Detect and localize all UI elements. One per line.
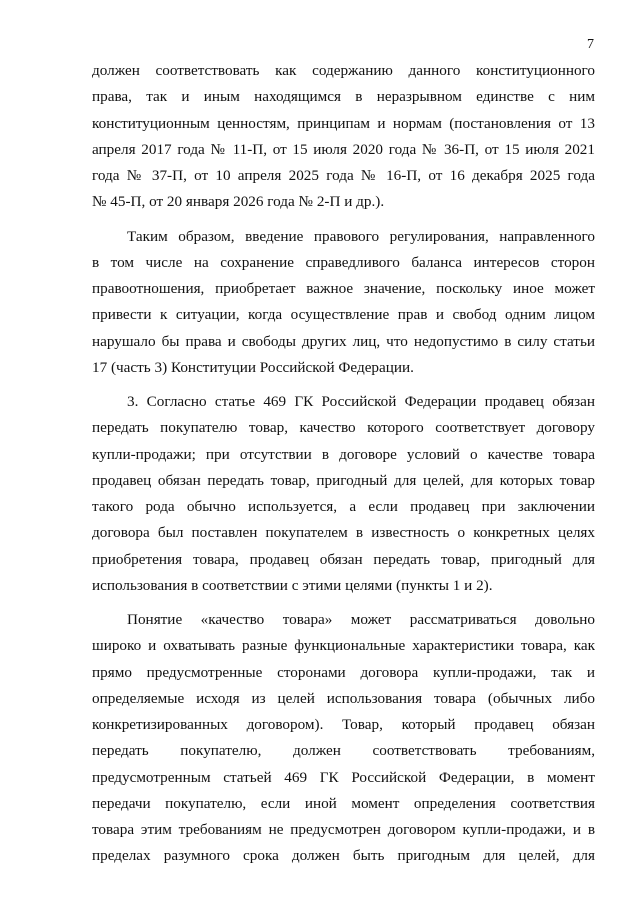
text-line: использования в соответствии с этими целями (пункты 1 и 2). (92, 576, 493, 594)
text-line: нарушало бы права и свободы других лиц, что недопустимо в силу статьи (92, 332, 595, 350)
text-line: пределах разумного срока должен быть пригодным для целей, для (92, 847, 595, 865)
text-line: апреля 2017 года № 11-П, от 15 июля 2020 года № 36-П, от 15 июля 2021 (92, 140, 595, 158)
text-line: продавец обязан передать товар, пригодный для целей, для которых товар (92, 471, 595, 489)
text-line: № 45-П, от 20 января 2026 года № 2-П и др.). (92, 193, 385, 211)
paragraph-legal-regulation (92, 224, 595, 382)
text-line: определяемые исходя из целей использования товара (обычных либо (92, 689, 595, 707)
text-line: права, так и иным находящимся в неразрывном единстве с ним (92, 88, 595, 106)
paragraph-article-469 (92, 389, 595, 599)
page-number: 7 (587, 37, 594, 52)
text-line: Понятие «качество товара» может рассматриваться довольно (127, 611, 595, 628)
text-line: передачи покупателю, если иной момент определения соответствия (92, 794, 595, 812)
text-line: привести к ситуации, когда осуществление прав и свобод одним лицом (92, 306, 595, 324)
text-line: договора был поставлен покупателем в известность о конкретных целях (92, 524, 595, 542)
text-line: передать покупателю товар, качество которого соответствует договору (92, 419, 595, 437)
text-line: прямо предусмотренные сторонами договора купли-продажи, так и (92, 663, 595, 681)
paragraph-goods-quality (92, 607, 595, 870)
text-line: 17 (часть 3) Конституции Российской Федерации. (92, 358, 414, 376)
document-body (92, 58, 595, 870)
text-line: 3. Согласно статье 469 ГК Российской Федерации продавец обязан (127, 393, 595, 410)
text-line: широко и охватывать разные функциональные характеристики товара, как (92, 637, 595, 655)
text-line: Таким образом, введение правового регулирования, направленного (127, 227, 595, 245)
text-line: должен соответствовать как содержанию данного конституционного (92, 62, 595, 79)
text-line: товара этим требованиям не предусмотрен договором купли-продажи, и в (92, 821, 595, 838)
text-line: приобретения товара, продавец обязан передать товар, пригодный для (92, 550, 595, 568)
text-line: в том числе на сохранение справедливого баланса интересов сторон (92, 253, 595, 271)
text-line: предусмотренным статьей 469 ГК Российской Федерации, в момент (92, 768, 595, 786)
text-line: года № 37-П, от 10 апреля 2025 года № 16-П, от 16 декабря 2025 года (92, 167, 595, 184)
text-line: конституционным ценностям, принципам и нормам (постановления от 13 (92, 114, 595, 132)
paragraph-constitutional-values (92, 58, 595, 216)
text-line: правоотношения, приобретает важное значение, поскольку иное может (92, 280, 595, 297)
text-line: конкретизированных договором). Товар, который продавец обязан (92, 716, 595, 733)
text-line: такого рода обычно используется, а если продавец при заключении (92, 498, 595, 515)
text-line: купли-продажи; при отсутствии в договоре условий о качестве товара (92, 445, 595, 463)
text-line: передать покупателю, должен соответствовать требованиям, (92, 742, 595, 760)
